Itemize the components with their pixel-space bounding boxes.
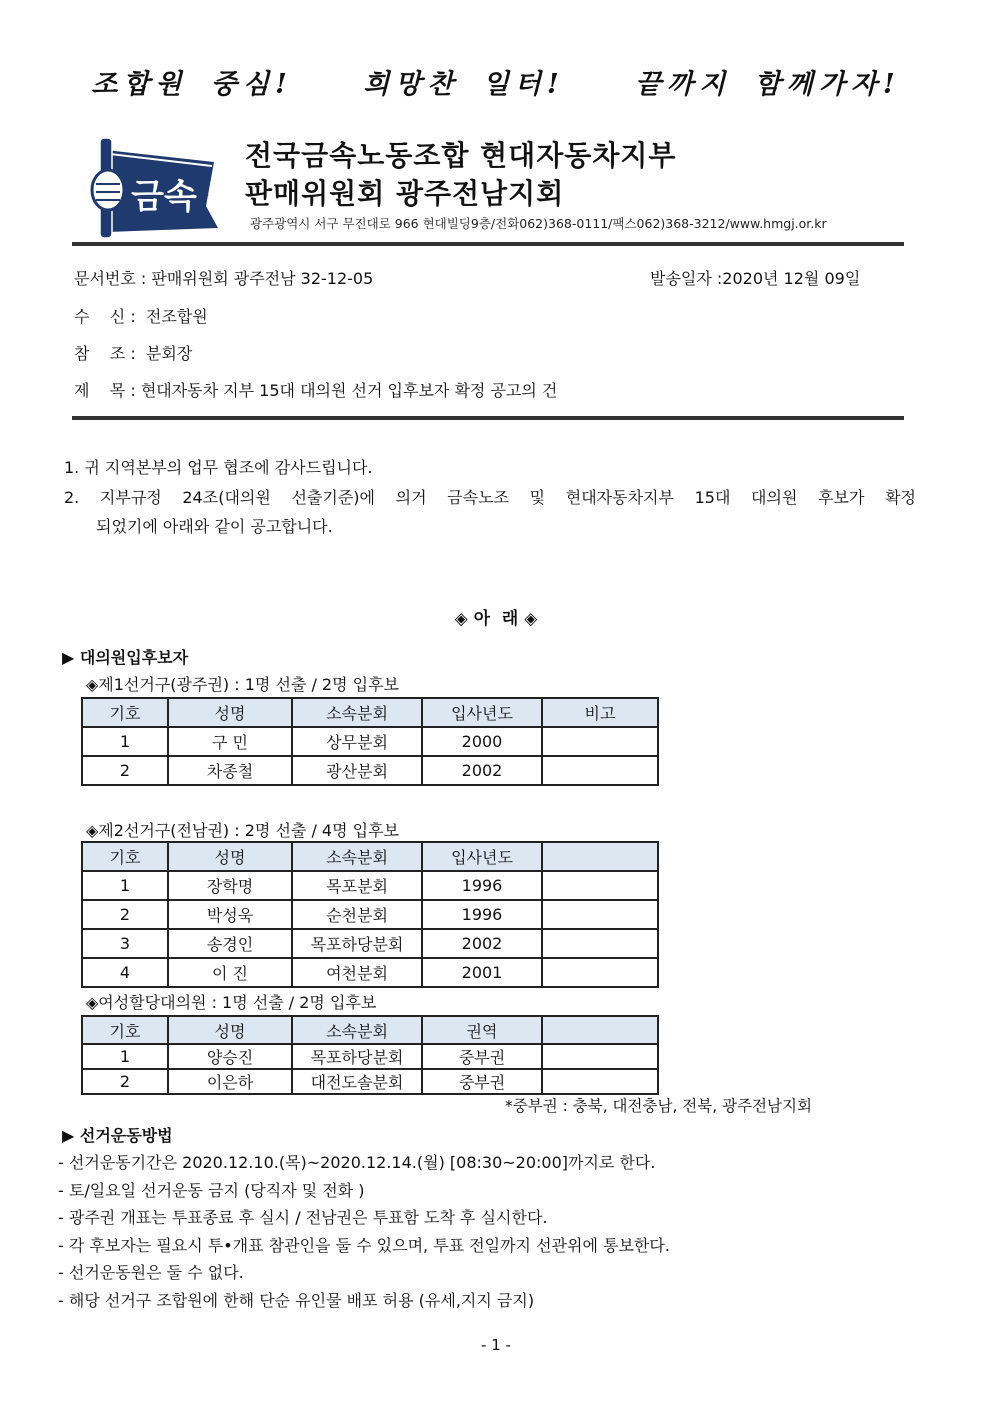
table-cell: 2001 <box>422 958 542 987</box>
document-number: 문서번호 : 판매위원회 광주전남 32-12-05 <box>74 269 374 288</box>
logo-text: 금속 <box>131 177 197 217</box>
rule-item: - 광주권 개표는 투표종료 후 실시 / 전남권은 투표함 도착 후 실시한다. <box>58 1208 548 1227</box>
rule-item: - 선거운동원은 둘 수 없다. <box>58 1263 244 1282</box>
org-address: 광주광역시 서구 무진대로 966 현대빌딩9층/전화062)368-0111/팩스062)368-3212/www.hmgj.or.kr <box>250 216 827 231</box>
table-cell <box>542 900 658 929</box>
table-cell <box>542 1044 658 1069</box>
table-cell: 1996 <box>422 871 542 900</box>
table-cell: 2 <box>82 900 168 929</box>
body-paragraph-2-cont: 되었기에 아래와 같이 공고합니다. <box>96 517 333 536</box>
rule-item: - 각 후보자는 필요시 투•개표 참관인을 둘 수 있으며, 투표 전일까지 선관위에 통보한다. <box>58 1236 670 1255</box>
table-cell: 중부권 <box>422 1069 542 1094</box>
table-header-row <box>82 842 658 871</box>
table-cell: 2002 <box>422 756 542 785</box>
table-cell: 장학명 <box>168 871 292 900</box>
table-cell: 대전도솔분회 <box>292 1069 422 1094</box>
table-cell: 이 진 <box>168 958 292 987</box>
table-cell: 순천분회 <box>292 900 422 929</box>
district3-title: ◈여성할당대의원 : 1명 선출 / 2명 입후보 <box>86 993 377 1012</box>
table-header-cell <box>542 842 658 871</box>
region-note: *중부권 : 충북, 대전충남, 전북, 광주전남지회 <box>505 1097 812 1115</box>
recipient: 수 신 : 전조합원 <box>74 307 208 326</box>
metal-union-logo <box>86 128 226 246</box>
table-cell: 목포분회 <box>292 871 422 900</box>
table-header-cell: 소속분회 <box>292 698 422 727</box>
table-header-row <box>82 1016 658 1044</box>
table-header-cell <box>542 1016 658 1044</box>
table-cell: 3 <box>82 929 168 958</box>
page-number: - 1 - <box>481 1336 511 1354</box>
table-row <box>82 727 658 756</box>
table-cell: 이은하 <box>168 1069 292 1094</box>
notice-heading: ◈ 아 래 ◈ <box>454 609 538 629</box>
table-header-cell: 소속분회 <box>292 842 422 871</box>
table-cell <box>542 1069 658 1094</box>
reference: 참 조 : 분회장 <box>74 344 193 363</box>
table-cell: 1 <box>82 1044 168 1069</box>
table-header-cell: 기호 <box>82 1016 168 1044</box>
send-date: 발송일자 :2020년 12월 09일 <box>650 269 861 288</box>
table-cell: 여천분회 <box>292 958 422 987</box>
table-header-cell: 성명 <box>168 842 292 871</box>
table-header-cell: 입사년도 <box>422 842 542 871</box>
table-row <box>82 1044 658 1069</box>
district3-table <box>81 1015 659 1095</box>
table-cell: 4 <box>82 958 168 987</box>
table-cell <box>542 929 658 958</box>
table-row <box>82 900 658 929</box>
table-cell: 2002 <box>422 929 542 958</box>
table-header-cell: 입사년도 <box>422 698 542 727</box>
slogan: 조합원 중심! 희망찬 일터! 끝까지 함께가자! <box>91 69 901 100</box>
table-header-cell: 소속분회 <box>292 1016 422 1044</box>
org-name-line1: 전국금속노동조합 현대자동차지부 <box>245 139 677 172</box>
body-paragraph-1: 1. 귀 지역본부의 업무 협조에 감사드립니다. <box>64 458 373 477</box>
table-cell: 송경인 <box>168 929 292 958</box>
table-cell: 1 <box>82 871 168 900</box>
table-cell: 차종철 <box>168 756 292 785</box>
table-cell <box>542 958 658 987</box>
table-header-cell: 기호 <box>82 842 168 871</box>
table-cell: 2 <box>82 756 168 785</box>
table-header-cell: 성명 <box>168 698 292 727</box>
district2-table <box>81 841 659 988</box>
table-row <box>82 871 658 900</box>
table-cell: 상무분회 <box>292 727 422 756</box>
table-cell <box>542 871 658 900</box>
subject: 제 목 : 현대자동차 지부 15대 대의원 선거 입후보자 확정 공고의 건 <box>74 381 558 400</box>
table-header-cell: 성명 <box>168 1016 292 1044</box>
rule-item: - 선거운동기간은 2020.12.10.(목)~2020.12.14.(월) [08:30~20:00]까지로 한다. <box>58 1153 656 1172</box>
table-cell: 양승진 <box>168 1044 292 1069</box>
table-cell: 2000 <box>422 727 542 756</box>
table-row <box>82 958 658 987</box>
section-campaign-rules: ▶ 선거운동방법 <box>62 1126 173 1145</box>
rule-item: - 해당 선거구 조합원에 한해 단순 유인물 배포 허용 (유세,지지 금지) <box>58 1291 535 1310</box>
table-row <box>82 1069 658 1094</box>
rule-item: - 토/일요일 선거운동 금지 (당직자 및 전화 ) <box>58 1181 365 1200</box>
table-cell: 2 <box>82 1069 168 1094</box>
table-cell: 1996 <box>422 900 542 929</box>
table-cell <box>542 756 658 785</box>
table-cell <box>542 727 658 756</box>
district1-title: ◈제1선거구(광주권) : 1명 선출 / 2명 입후보 <box>86 675 400 694</box>
table-cell: 목포하당분회 <box>292 1044 422 1069</box>
meta-divider <box>72 416 904 420</box>
table-cell: 박성욱 <box>168 900 292 929</box>
org-name-line2: 판매위원회 광주전남지회 <box>245 177 565 210</box>
table-header-cell: 비고 <box>542 698 658 727</box>
table-header-row <box>82 698 658 727</box>
table-cell: 목포하당분회 <box>292 929 422 958</box>
table-cell: 중부권 <box>422 1044 542 1069</box>
district1-table <box>81 697 659 786</box>
table-cell: 광산분회 <box>292 756 422 785</box>
district2-title: ◈제2선거구(전남권) : 2명 선출 / 4명 입후보 <box>86 821 400 840</box>
header-divider <box>72 242 904 246</box>
table-cell: 1 <box>82 727 168 756</box>
section-candidates: ▶ 대의원입후보자 <box>62 648 189 667</box>
table-row <box>82 756 658 785</box>
body-paragraph-2: 2. 지부규정 24조(대의원 선출기준)에 의거 금속노조 및 현대자동차지부 15대 대의원 후보가 확정 <box>64 488 916 507</box>
table-row <box>82 929 658 958</box>
table-header-cell: 권역 <box>422 1016 542 1044</box>
table-cell: 구 민 <box>168 727 292 756</box>
table-header-cell: 기호 <box>82 698 168 727</box>
